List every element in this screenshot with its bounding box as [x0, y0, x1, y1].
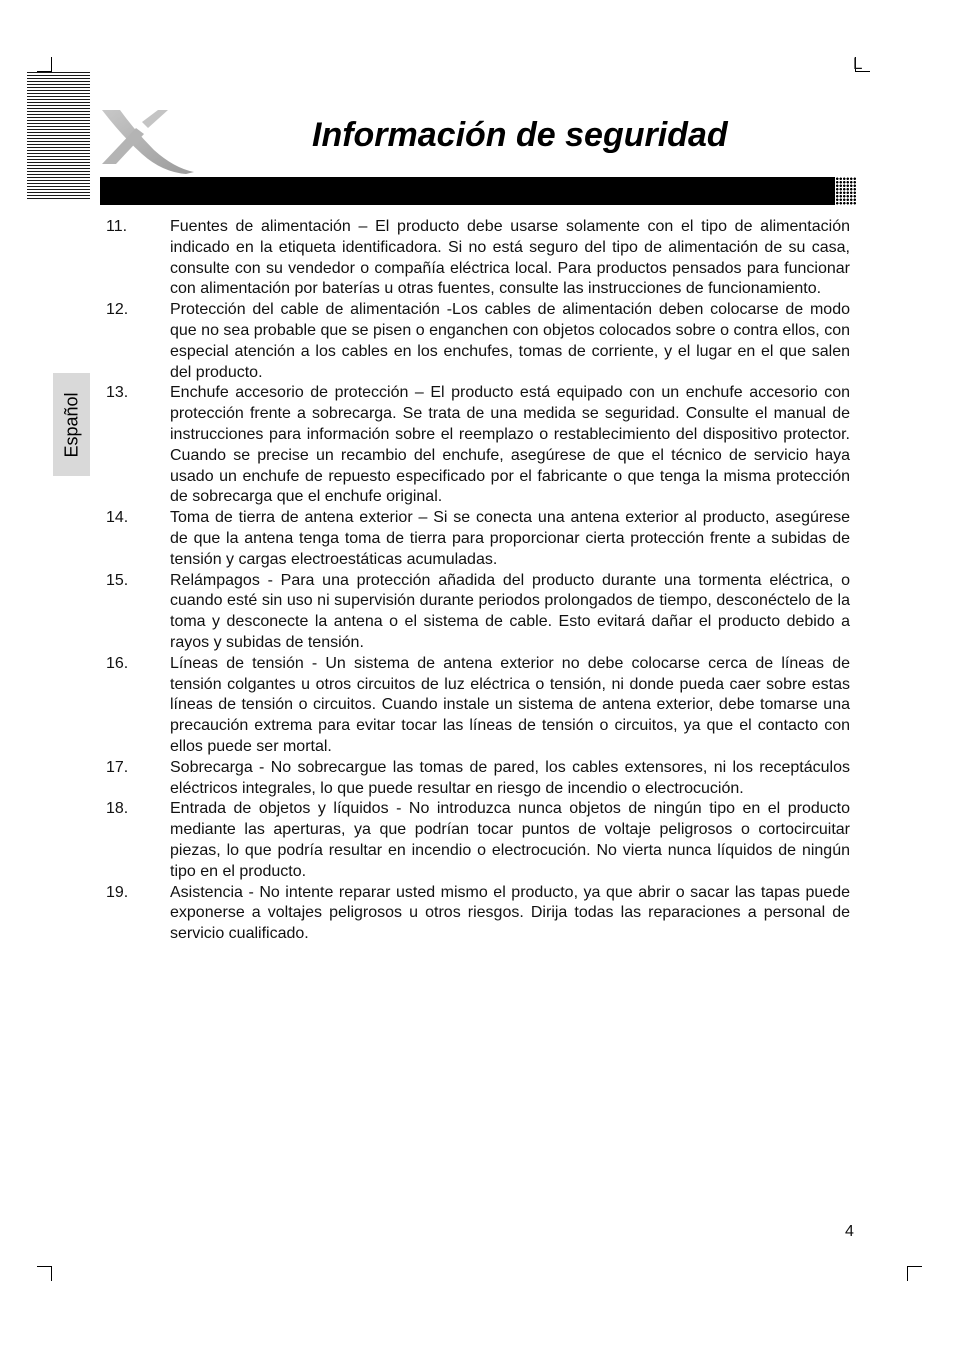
list-item	[106, 217, 850, 300]
list-item	[106, 799, 850, 882]
header-stripes	[27, 72, 90, 200]
item-number: 16.	[106, 654, 129, 672]
crop-mark-bottom-right	[907, 1266, 922, 1281]
safety-list	[106, 217, 850, 945]
language-tab	[53, 373, 90, 476]
item-text: Fuentes de alimentación – El producto debe usarse solamente con el tipo de alimentación indicado en la etiqueta identificadora. Si no está seguro del tipo de alimentación de su casa, consulte con su vendedor o compañía eléctrica local. Para productos pensados para funcionar con alimentación por baterías u otras fuentes, consulte las instrucciones de funcionamiento.	[170, 218, 850, 298]
item-text: Enchufe accesorio de protección – El producto está equipado con un enchufe accesorio con protección frente a sobrecarga. Se trata de una medida se seguridad. Consulte el manual de instrucciones para información sobre el reemplazo o restablecimiento del dispositivo protector. Cuando se precise un recambio del enchufe, asegúrese de que el técnico de servicio haya usado un enchufe de repuesto especificado por el fabricante o que tenga la misma protección de sobrecarga que el enchufe original.	[170, 384, 850, 506]
list-item	[106, 383, 850, 508]
header-bar-dots	[818, 177, 856, 205]
crop-mark-bottom-left	[37, 1266, 52, 1281]
item-text: Entrada de objetos y líquidos - No introduzca nunca objetos de ningún tipo en el producto mediante las aperturas, ya que podrían tocar puntos de voltaje peligrosos o cortocircuitar piezas, lo que podría resultar en incendio o electrocución. No vierta nunca líquidos de ningún tipo en el producto.	[170, 800, 850, 880]
page-title: Información de seguridad	[312, 116, 728, 154]
item-number: 17.	[106, 758, 129, 776]
item-text: Asistencia - No intente reparar usted mismo el producto, ya que abrir o sacar las tapas puede exponerse a voltajes peligrosos u otros riesgos. Dirija todas las reparaciones a personal de servicio cualificado.	[170, 883, 850, 943]
item-number: 14.	[106, 509, 129, 527]
header-bar	[100, 177, 835, 205]
page-number: 4	[845, 1223, 854, 1240]
list-item	[106, 758, 850, 800]
list-item	[106, 654, 850, 758]
item-text: Sobrecarga - No sobrecargue las tomas de pared, los cables extensores, ni los receptáculos eléctricos integrales, lo que puede resultar en riesgo de incendio o electrocución.	[170, 758, 850, 797]
crop-mark-top-left	[37, 57, 52, 72]
item-text: Relámpagos - Para una protección añadida del producto durante una tormenta eléctrica, o cuando esté sin uso ni supervisión durante periodos prolongados de tiempo, desconéctelo de la toma y desconecte la antena o el sistema de cable. Esto evitará dañar el producto debido a rayos y subidas de tensión.	[170, 571, 850, 651]
item-text: Toma de tierra de antena exterior – Si se conecta una antena exterior al producto, asegúrese de que la antena tenga toma de tierra para proporcionar cierta protección frente a subidas de tensión y cargas electroestáticas acumuladas.	[170, 509, 850, 568]
list-item	[106, 571, 850, 654]
language-tab-label: Español	[61, 391, 81, 458]
item-number: 12.	[106, 301, 129, 319]
item-number: 11.	[106, 218, 128, 235]
item-number: 18.	[106, 800, 129, 818]
x-logo-icon	[96, 106, 196, 176]
list-item	[106, 508, 850, 570]
item-number: 19.	[106, 883, 129, 901]
item-number: 15.	[106, 571, 129, 589]
item-text: Líneas de tensión - Un sistema de antena exterior no debe colocarse cerca de líneas de tensión colgantes u otros circuitos de luz eléctrica o tensión, ni donde pueda caer sobre estas líneas de tensión o circuitos. Cuando instale un sistema de antena exterior, debe tomarse una precaución extrema para evitar tocar las líneas de tensión o circuitos, ya que el contacto con ellos puede ser mortal.	[170, 654, 850, 755]
list-item	[106, 300, 850, 383]
item-text: Protección del cable de alimentación -Los cables de alimentación deben colocarse de modo que no sea probable que se pisen o enganchen con objetos colocados sobre o contra ellos, con especial atención a los cables en los enchufes, tomas de corriente, y el lugar en el que salen del producto.	[170, 301, 850, 381]
corner-letter: L	[853, 54, 863, 73]
list-item	[106, 883, 850, 945]
item-number: 13.	[106, 384, 129, 402]
